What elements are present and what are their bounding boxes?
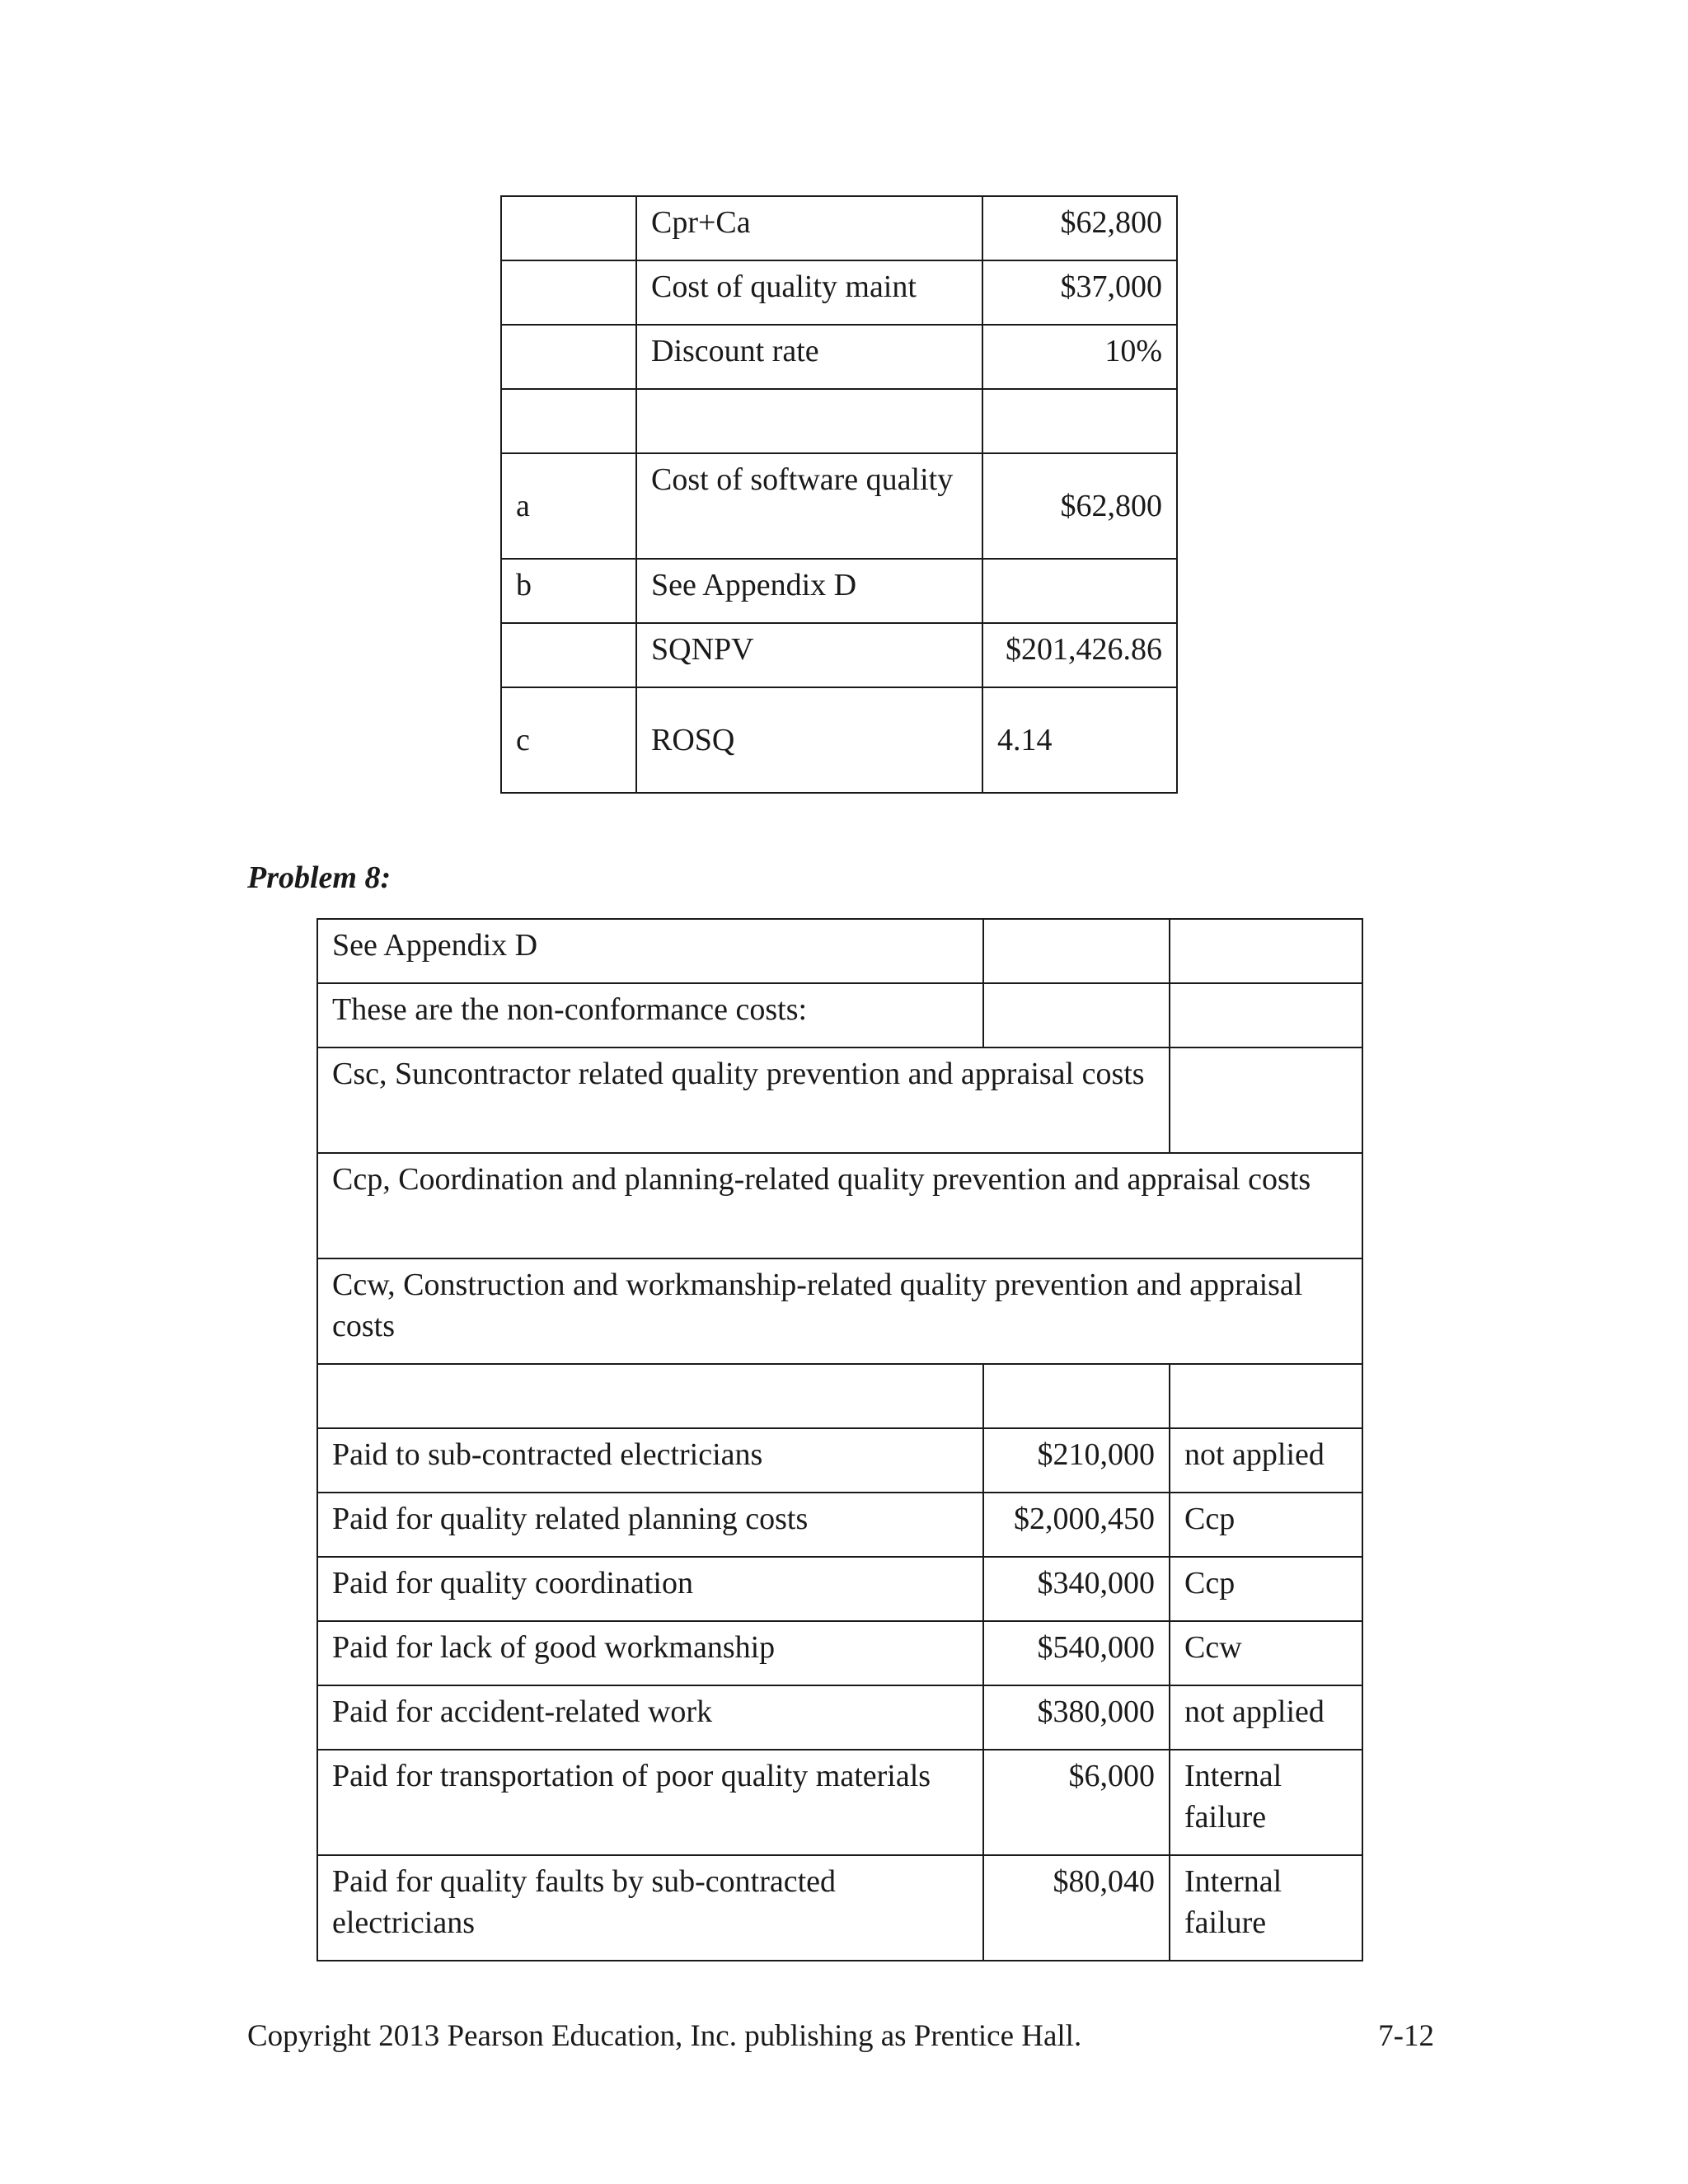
table-row <box>501 260 1177 325</box>
row-item: Discount rate <box>636 325 982 389</box>
table-row <box>501 389 1177 453</box>
cost-description: Paid for quality coordination <box>317 1557 983 1621</box>
table-row <box>501 453 1177 559</box>
row-label <box>501 389 636 453</box>
table-row <box>317 1364 1362 1428</box>
row-value <box>982 559 1177 623</box>
cost-classification: Ccw <box>1170 1621 1362 1685</box>
header-row-text: See Appendix D <box>317 919 983 983</box>
cost-amount: $540,000 <box>983 1621 1170 1685</box>
table-row <box>501 559 1177 623</box>
cost-description: Paid to sub-contracted electricians <box>317 1428 983 1493</box>
table-row <box>317 1047 1362 1153</box>
table-row <box>317 1557 1362 1621</box>
table-row <box>317 1750 1362 1855</box>
table-row <box>317 983 1362 1047</box>
row-value: $62,800 <box>982 196 1177 260</box>
row-label <box>501 260 636 325</box>
row-label: b <box>501 559 636 623</box>
cost-classification: Internal failure <box>1170 1750 1362 1855</box>
cost-classification: Ccp <box>1170 1557 1362 1621</box>
row-item: Cost of quality maint <box>636 260 982 325</box>
quality-cost-table <box>500 195 1178 794</box>
table-row <box>501 687 1177 793</box>
problem-heading: Problem 8: <box>247 860 392 895</box>
row-value: 4.14 <box>982 687 1177 793</box>
table-row <box>317 1153 1362 1258</box>
row-label: a <box>501 453 636 559</box>
table-row <box>317 1493 1362 1557</box>
table-row <box>501 623 1177 687</box>
cost-category-ccw: Ccw, Construction and workmanship-related quality prevention and appraisal costs <box>317 1258 1362 1364</box>
table-row <box>317 919 1362 983</box>
cost-amount: $6,000 <box>983 1750 1170 1855</box>
table-row <box>317 1258 1362 1364</box>
cost-amount: $2,000,450 <box>983 1493 1170 1557</box>
cost-description: Paid for accident-related work <box>317 1685 983 1750</box>
row-item: ROSQ <box>636 687 982 793</box>
cost-amount: $210,000 <box>983 1428 1170 1493</box>
table-row <box>317 1428 1362 1493</box>
cost-classification: not applied <box>1170 1428 1362 1493</box>
row-item: See Appendix D <box>636 559 982 623</box>
table-row <box>317 1855 1362 1961</box>
cost-classification: Internal failure <box>1170 1855 1362 1961</box>
row-label <box>501 196 636 260</box>
cost-amount: $80,040 <box>983 1855 1170 1961</box>
table-row <box>317 1621 1362 1685</box>
table-row <box>317 1685 1362 1750</box>
cost-description: Paid for quality related planning costs <box>317 1493 983 1557</box>
cost-category-ccp: Ccp, Coordination and planning-related quality prevention and appraisal costs <box>317 1153 1362 1258</box>
cost-amount: $340,000 <box>983 1557 1170 1621</box>
cost-classification: not applied <box>1170 1685 1362 1750</box>
table-row <box>501 196 1177 260</box>
row-item: Cost of software quality <box>636 453 982 559</box>
non-conformance-cost-table <box>316 918 1363 1961</box>
cost-description: Paid for quality faults by sub-contracted electricians <box>317 1855 983 1961</box>
row-value: $37,000 <box>982 260 1177 325</box>
row-value: $201,426.86 <box>982 623 1177 687</box>
row-item: Cpr+Ca <box>636 196 982 260</box>
copyright-notice: Copyright 2013 Pearson Education, Inc. publishing as Prentice Hall. <box>247 2019 1082 2053</box>
row-value: 10% <box>982 325 1177 389</box>
cost-classification: Ccp <box>1170 1493 1362 1557</box>
row-label <box>501 325 636 389</box>
row-label <box>501 623 636 687</box>
row-item <box>636 389 982 453</box>
header-row-text: These are the non-conformance costs: <box>317 983 983 1047</box>
cost-description: Paid for lack of good workmanship <box>317 1621 983 1685</box>
cost-amount: $380,000 <box>983 1685 1170 1750</box>
cost-description: Paid for transportation of poor quality materials <box>317 1750 983 1855</box>
table-row <box>501 325 1177 389</box>
row-value <box>982 389 1177 453</box>
row-value: $62,800 <box>982 453 1177 559</box>
page-number: 7-12 <box>1378 2019 1434 2053</box>
row-label: c <box>501 687 636 793</box>
cost-category-csc: Csc, Suncontractor related quality prevention and appraisal costs <box>317 1047 1170 1153</box>
row-item: SQNPV <box>636 623 982 687</box>
